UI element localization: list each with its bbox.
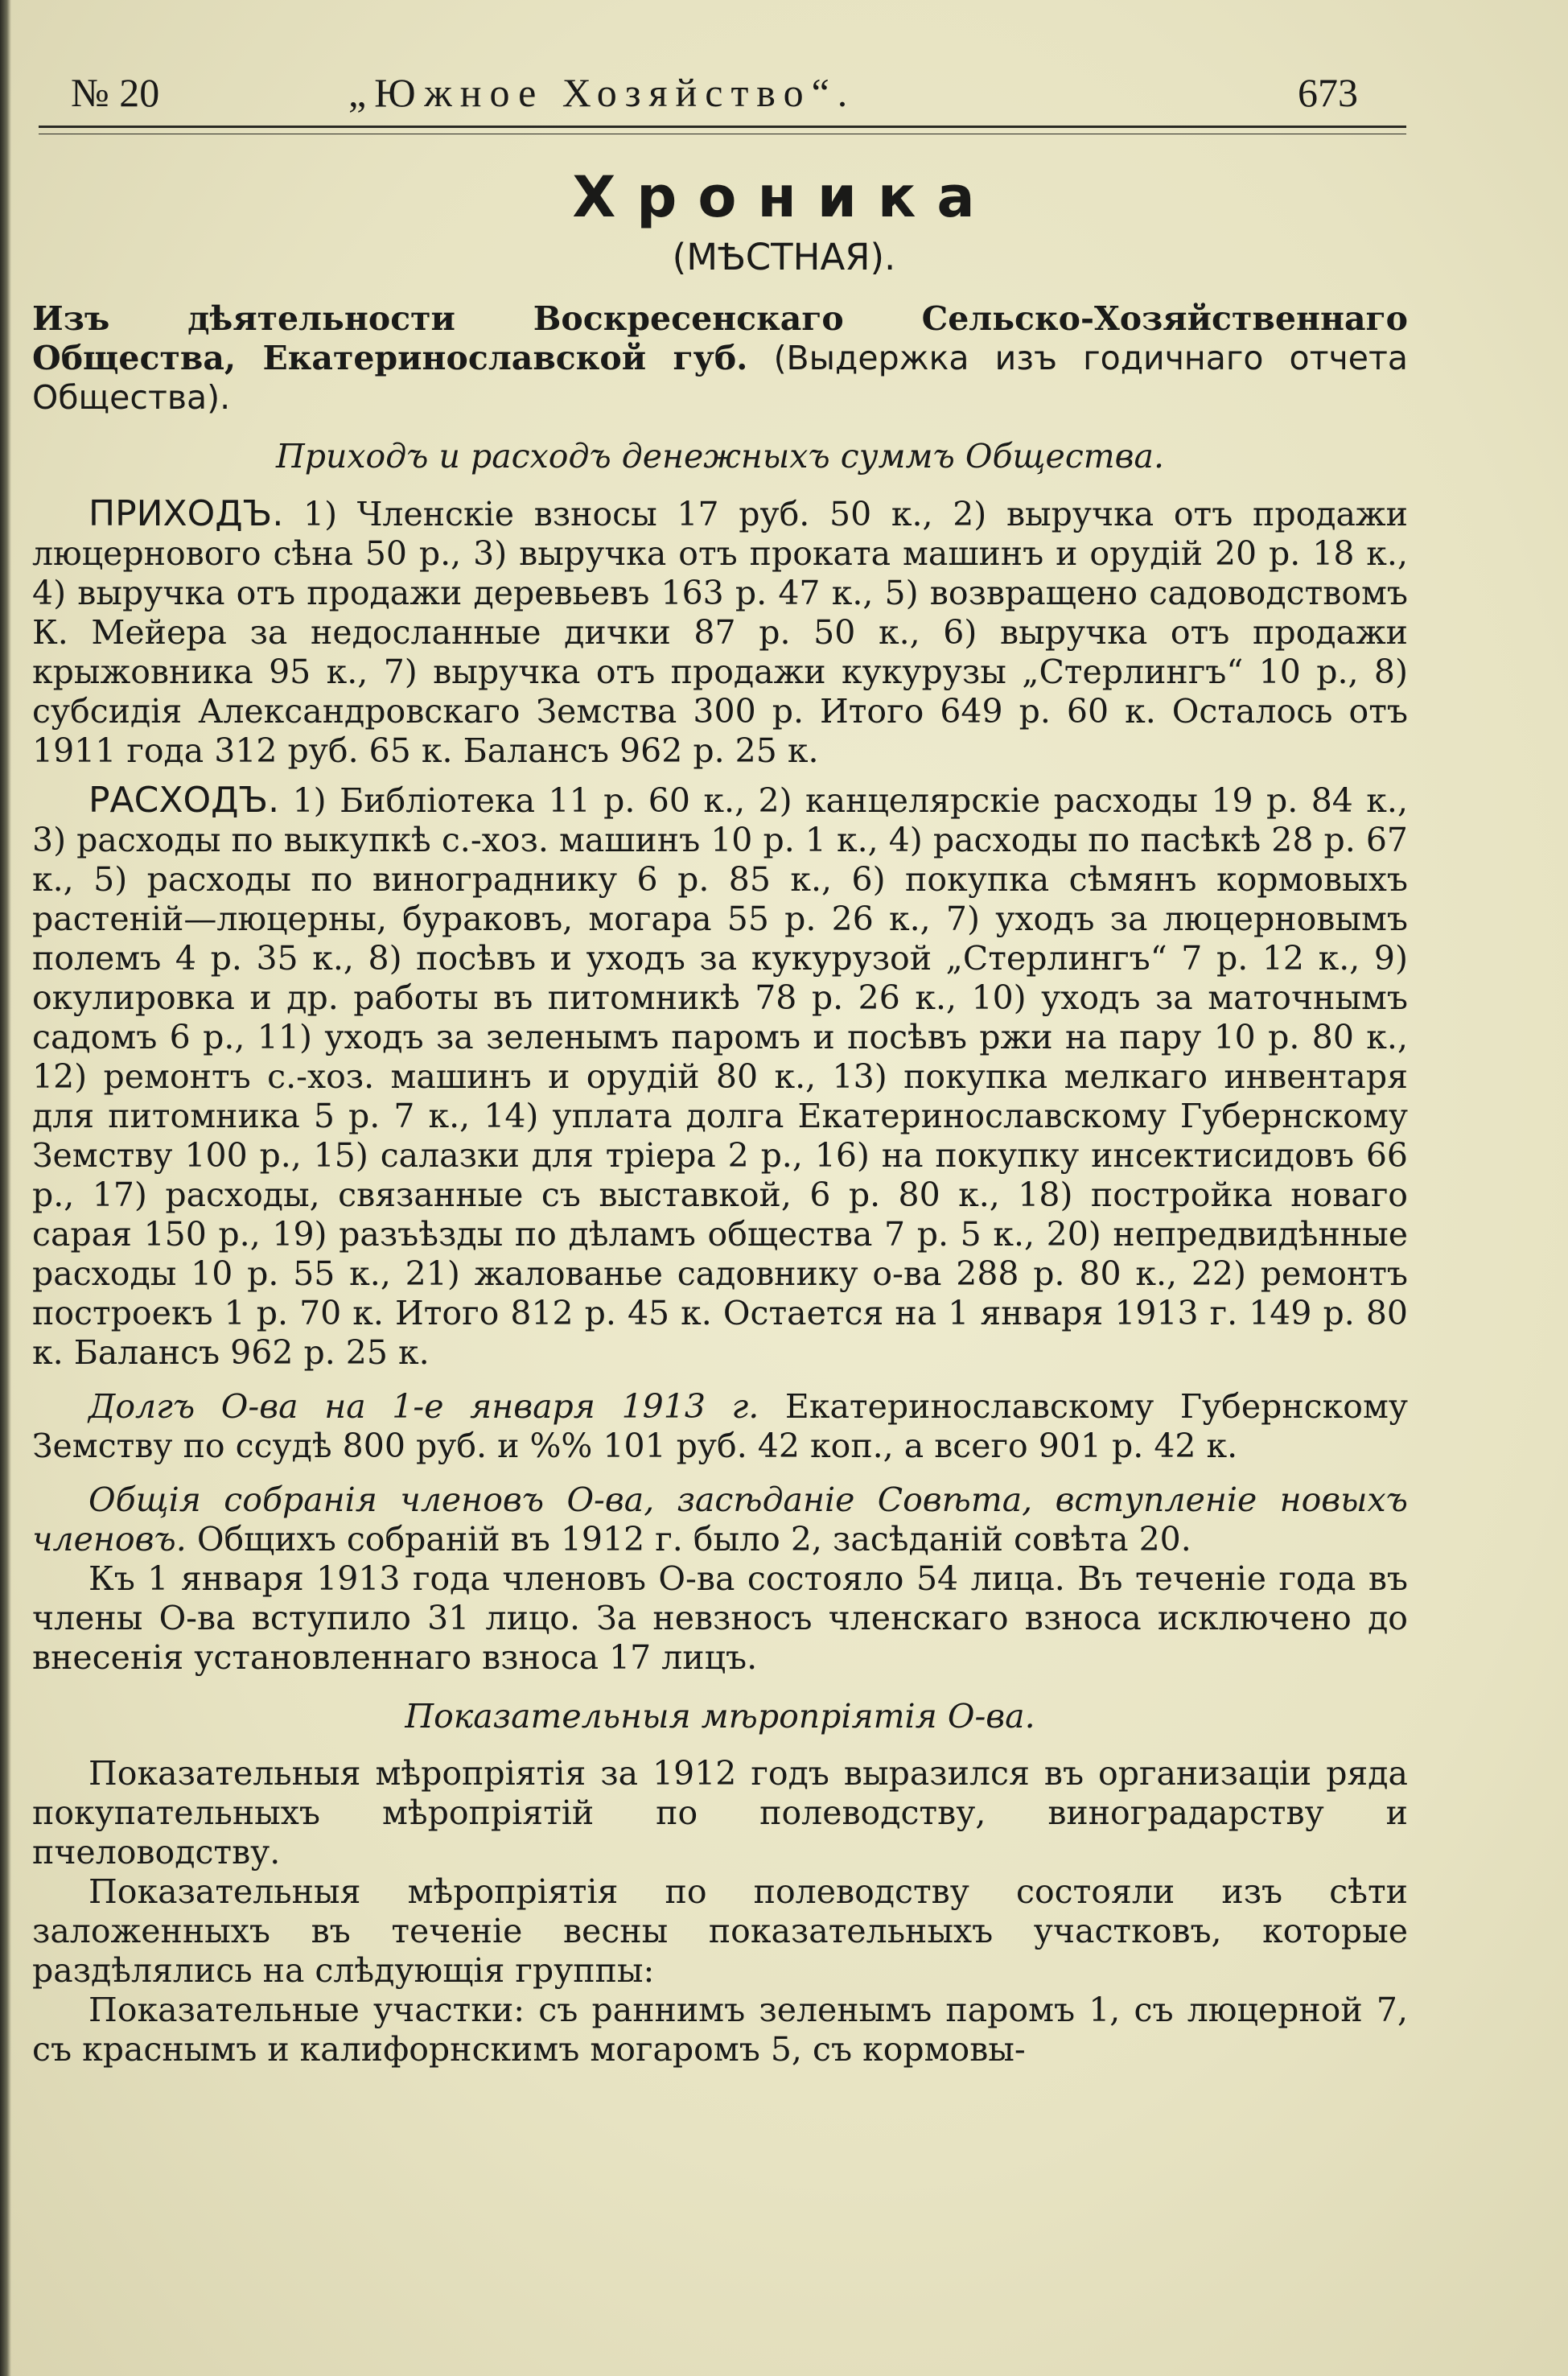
intro-heading: Изъ дѣятельности Воскресенскаго Сельско-Хозяйственнаго Общества, Екатеринославской губ.	[32, 299, 1408, 377]
demo-paragraph-2: Показательныя мѣропріятія по полеводству состояли изъ сѣти заложенныхъ въ теченіе весны показательныхъ участковъ, которые раздѣлялись на слѣдующія группы:	[32, 1872, 1408, 1990]
debt-paragraph	[32, 1387, 1408, 1466]
binding-edge-shadow	[0, 0, 11, 2376]
income-label: ПРИХОДЪ.	[88, 493, 284, 534]
issue-number: № 20	[71, 70, 160, 115]
section-heading-finances: Приходъ и расходъ денежныхъ суммъ Общества.	[275, 437, 1165, 476]
running-header	[71, 64, 1358, 121]
intro-note: (Выдержка изъ годичнаго отчета Общества).	[32, 339, 1408, 417]
expense-paragraph	[32, 780, 1408, 1373]
demo-paragraph-1: Показательныя мѣропріятія за 1912 годъ выразился въ организаціи ряда покупательныхъ мѣропріятій по полеводству, виноградарству и пчеловодству.	[32, 1754, 1408, 1872]
income-paragraph	[32, 494, 1408, 771]
meetings-paragraph	[32, 1480, 1408, 1559]
page-number: 673	[1298, 70, 1358, 115]
debt-label: Долгъ О-ва на 1-е января 1913 г.	[88, 1387, 759, 1426]
members-paragraph: Къ 1 января 1913 года членовъ О-ва состояло 54 лица. Въ теченіе года въ члены О-ва вступило 31 лицо. За невзносъ членскаго взноса исключено до внесенія установленнаго взноса 17 лицъ.	[32, 1559, 1408, 1677]
expense-label: РАСХОДЪ.	[88, 780, 280, 821]
demo-paragraph-3: Показательные участки: съ раннимъ зеленымъ паромъ 1, съ люцерной 7, съ краснымъ и калифорнскимъ могаромъ 5, съ кормовы-	[32, 1991, 1408, 2069]
meetings-label: Общія собранія членовъ О-ва, засѣданіе Совѣта, вступленіе новыхъ членовъ.	[32, 1480, 1408, 1559]
expense-text: 1) Библіотека 11 р. 60 к., 2) канцелярскіе расходы 19 р. 84 к., 3) расходы по выкупкѣ с.-хоз. машинъ 10 р. 1 к., 4) расходы по пасѣкѣ 28 р. 67 к., 5) расходы по винограднику 6 р. 85 к., 6) покупка сѣмянъ кормовыхъ растеній—люцерны, бураковъ, могара 55 р. 26 к., 7) уходъ за люцерновымъ полемъ 4 р. 35 к., 8) посѣвъ и уходъ за кукурузой „Стерлингъ“ 7 р. 12 к., 9) окулировка и др. работы въ питомникѣ 78 р. 26 к., 10) уходъ за маточнымъ садомъ 6 р., 11) уходъ за зеленымъ паромъ и посѣвъ ржи на пару 10 р. 80 к., 12) ремонтъ с.-хоз. машинъ и орудій 80 к., 13) покупка мелкаго инвентаря для питомника 5 р. 7 к., 14) уплата долга Екатеринославскому Губернскому Земству 100 р., 15) салазки для тріера 2 р., 16) на покупку инсектисидовъ 66 р., 17) расходы, связанные съ выставкой, 6 р. 80 к., 18) постройка новаго сарая 150 р., 19) разъѣзды по дѣламъ общества 7 р. 5 к., 20) непредвидѣнные расходы 10 р. 55 к., 21) жалованье садовнику о-ва 288 р. 80 к., 22) ремонтъ построекъ 1 р. 70 к. Итого 812 р. 45 к. Остается на 1 января 1913 г. 149 р. 80 к. Балансъ 962 р. 25 к.	[32, 781, 1408, 1372]
section-title: Хроника	[572, 164, 996, 230]
section-heading-demonstrations: Показательныя мѣропріятія О-ва.	[405, 1697, 1035, 1736]
section-subtitle: (МѢСТНАЯ).	[672, 236, 896, 278]
debt-text: Екатеринославскому Губернскому Земству по ссудѣ 800 руб. и %% 101 руб. 42 коп., а всего 901 р. 42 к.	[32, 1387, 1408, 1465]
intro-paragraph	[32, 299, 1408, 418]
header-rule-thick	[39, 126, 1406, 128]
meetings-text: Общихъ собраній въ 1912 г. было 2, засѣданій совѣта 20.	[196, 1520, 1191, 1559]
article-body	[32, 299, 1408, 2069]
income-text: 1) Членскіе взносы 17 руб. 50 к., 2) выручка отъ продажи люцернового сѣна 50 р., 3) выручка отъ проката машинъ и орудій 20 р. 18 к., 4) выручка отъ продажи деревьевъ 163 р. 47 к., 5) возвращено садоводствомъ К. Мейера за недосланные дички 87 р. 50 к., 6) выручка отъ продажи крыжовника 95 к., 7) выручка отъ продажи кукурузы „Стерлингъ“ 10 р., 8) субсидія Александровскаго Земства 300 р. Итого 649 р. 60 к. Осталось отъ 1911 года 312 руб. 65 к. Балансъ 962 р. 25 к.	[32, 495, 1408, 770]
magazine-title: „Южное Хозяйство“.	[348, 70, 856, 115]
